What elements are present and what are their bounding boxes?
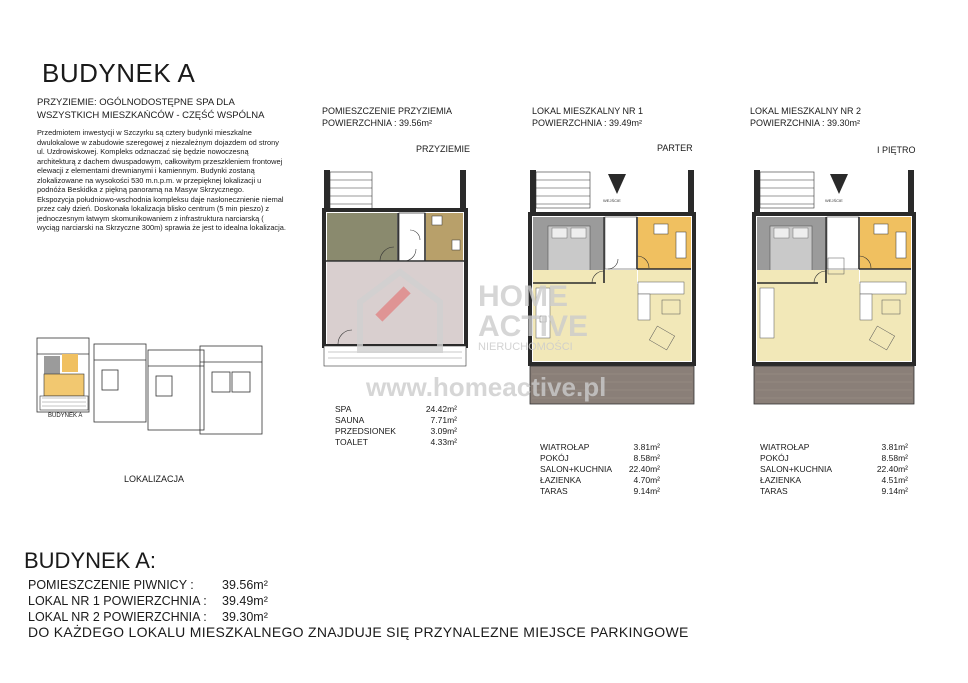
intro-heading-line2: WSZYSTKICH MIESZKAŃCÓW - CZĘŚĆ WSPÓLNA: [37, 110, 265, 121]
unit2-floor-plan: [750, 170, 918, 406]
summary-value: 39.56m²: [222, 578, 268, 592]
room-area: 7.71m²: [430, 415, 457, 425]
summary-value: 39.30m²: [222, 610, 268, 624]
basement-title: POMIESZCZENIE PRZYZIEMIA: [322, 106, 453, 116]
unit1-heading: [532, 106, 643, 129]
unit1-area: POWIERZCHNIA : 39.49m²: [532, 117, 643, 128]
room-area: 22.40m²: [628, 464, 660, 474]
room-row: [540, 475, 660, 486]
room-name: PRZEDSIONEK: [335, 426, 396, 436]
room-name: TARAS: [540, 486, 568, 496]
basement-room-list: [335, 404, 457, 448]
unit1-title: LOKAL MIESZKALNY NR 1: [532, 106, 644, 116]
unit1-entrance-label: WEJŚCIE: [603, 198, 621, 203]
unit2-heading: [750, 106, 861, 129]
room-name: WIATROŁAP: [760, 442, 810, 452]
room-name: ŁAZIENKA: [540, 475, 582, 485]
summary-line: [28, 578, 268, 592]
intro-heading-line1: PRZYZIEMIE: OGÓLNODOSTĘPNE SPA DLA: [37, 97, 235, 108]
room-name: SPA: [335, 404, 352, 414]
page-title: BUDYNEK A: [42, 58, 196, 88]
watermark-url: www.homeactive.pl: [366, 372, 607, 402]
summary-label: LOKAL NR 2 POWIERZCHNIA :: [28, 610, 207, 624]
unit1-room-list: [540, 442, 660, 497]
intro-description: [37, 128, 287, 233]
room-area: 3.81m²: [633, 442, 660, 452]
intro-paragraph-2: Ekspozycja południowo-wschodnia kompleksu daje nasłonecznienie niemal przez cały dzień. Doskonała lokalizacja blisko centrum (5 min pieszo) z jednoczesnym łatwym skomunikowaniem z infrastruktura narciarską ( wyciąg narciarski na Skrzyczne 300m) sprawia że jest to idealna lokalizacja.: [37, 194, 286, 232]
room-area: 4.70m²: [633, 475, 660, 485]
summary-label: POMIESZCZENIE PIWNICY :: [28, 578, 194, 592]
summary-value: 39.49m²: [222, 594, 268, 608]
room-area: 4.33m²: [430, 437, 457, 447]
room-row: [540, 486, 660, 497]
room-row: [760, 453, 908, 464]
unit2-title: LOKAL MIESZKALNY NR 2: [750, 106, 862, 116]
room-name: SAUNA: [335, 415, 365, 425]
watermark-line2: ACTIVE: [478, 310, 589, 343]
room-name: POKÓJ: [760, 453, 789, 463]
room-name: TARAS: [760, 486, 788, 496]
basement-area: POWIERZCHNIA : 39.56m²: [322, 117, 433, 128]
room-name: TOALET: [335, 437, 368, 447]
room-name: ŁAZIENKA: [760, 475, 802, 485]
summary-line: [28, 594, 268, 608]
room-area: 3.81m²: [881, 442, 908, 452]
room-name: SALON+KUCHNIA: [540, 464, 613, 474]
room-row: [335, 404, 457, 415]
room-name: WIATROŁAP: [540, 442, 590, 452]
summary-title: BUDYNEK A:: [24, 548, 157, 573]
room-area: 3.09m²: [430, 426, 457, 436]
room-row: [760, 464, 908, 475]
house-logo-icon: [360, 272, 440, 350]
room-area: 22.40m²: [876, 464, 908, 474]
summary-line: [28, 610, 268, 624]
room-name: POKÓJ: [540, 453, 569, 463]
room-row: [540, 453, 660, 464]
unit2-area: POWIERZCHNIA : 39.30m²: [750, 117, 861, 128]
basement-level: PRZYZIEMIE: [416, 144, 471, 154]
unit2-room-list: [760, 442, 908, 497]
intro-heading: [37, 96, 277, 122]
site-building-label: BUDYNEK A: [48, 413, 83, 419]
summary-label: LOKAL NR 1 POWIERZCHNIA :: [28, 594, 207, 608]
room-row: [540, 464, 660, 475]
room-row: [760, 475, 908, 486]
watermark-line3: NIERUCHOMOŚCI: [478, 341, 573, 353]
site-plan: [32, 330, 272, 440]
room-row: [760, 486, 908, 497]
room-area: 9.14m²: [881, 486, 908, 496]
room-row: [760, 442, 908, 453]
unit2-entrance-label: WEJŚCIE: [825, 198, 843, 203]
parking-note: DO KAŻDEGO LOKALU MIESZKALNEGO ZNAJDUJE SIĘ PRZYNALEZNE MIEJSCE PARKINGOWE: [28, 624, 689, 640]
room-area: 4.51m²: [881, 475, 908, 485]
unit1-level: PARTER: [657, 143, 693, 153]
watermark: [360, 272, 620, 402]
location-label: LOKALIZACJA: [124, 474, 185, 484]
room-area: 9.14m²: [633, 486, 660, 496]
intro-paragraph-1: Przedmiotem inwestycji w Szczyrku są cztery budynki mieszkalne dwulokalowe w zabudowie szeregowej z niezależnym dojazdem od strony ul. Uzdrowiskowej. Kompleks odznaczać się będzie nowoczesną architekturą z dachem dwuspadowym, całkowitym przeszkleniem frontowej elewacji z elementami drewnianymi i kamiennym. Budynki zostaną zlokalizowane na wysokości 530 m.n.p.m. w przepięknej lokalizacji u podnóża Beskidka z piękną panoramą na Masyw Skrzycznego.: [37, 128, 283, 194]
room-name: SALON+KUCHNIA: [760, 464, 833, 474]
room-area: 8.58m²: [633, 453, 660, 463]
room-row: [335, 426, 457, 437]
unit2-level: I PIĘTRO: [877, 145, 916, 155]
room-area: 8.58m²: [881, 453, 908, 463]
watermark-line1: HOME: [478, 280, 568, 313]
room-row: [335, 437, 457, 448]
room-row: [540, 442, 660, 453]
room-row: [335, 415, 457, 426]
room-area: 24.42m²: [425, 404, 457, 414]
basement-heading: [322, 106, 452, 129]
